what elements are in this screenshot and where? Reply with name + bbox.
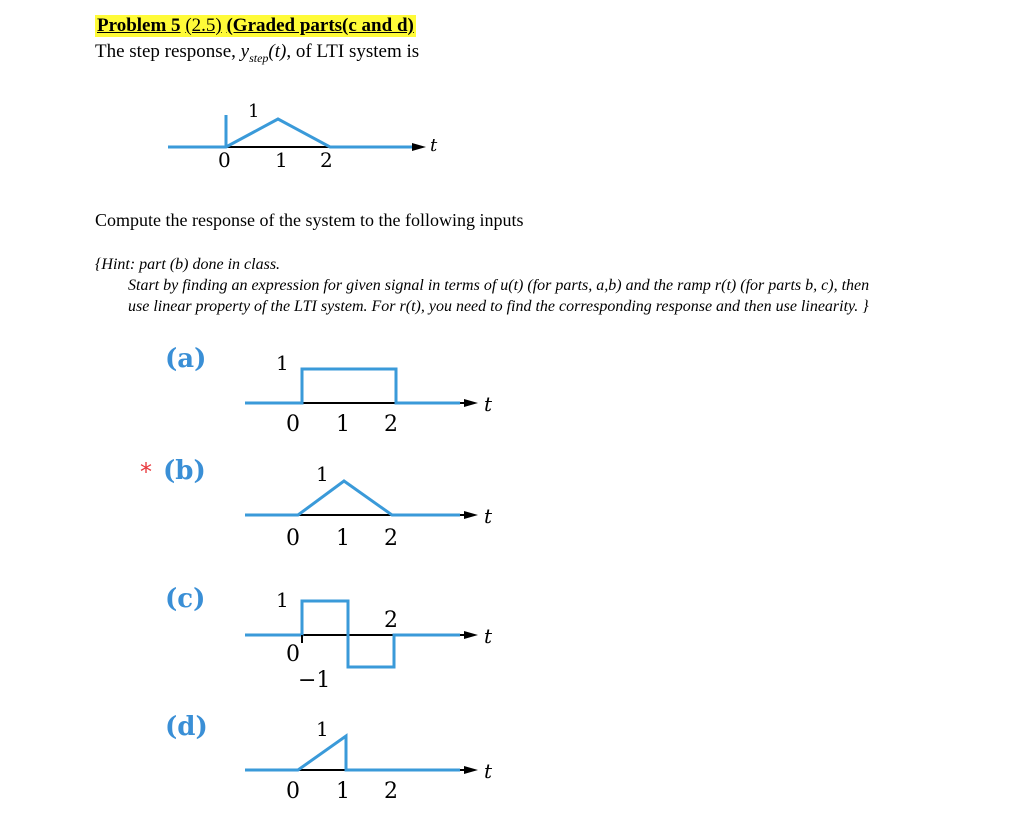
part-c-plot	[240, 585, 510, 695]
part-d-label: (d)	[165, 712, 208, 742]
step-response-curve	[168, 119, 412, 147]
part-c-neg: −1	[298, 668, 331, 693]
part-d-signal	[245, 736, 460, 770]
step-tick-0: 0	[218, 148, 231, 172]
graded-parts: (Graded parts(c and d)	[226, 15, 414, 36]
part-b-arrow	[464, 511, 478, 519]
part-d-plot	[240, 710, 510, 805]
part-b-star-icon: *	[140, 458, 152, 486]
part-b-amp: 1	[316, 462, 329, 486]
step-peak-label: 1	[248, 101, 260, 122]
part-c-arrow	[464, 631, 478, 639]
part-c-two: 2	[384, 608, 398, 633]
part-c-amp: 1	[276, 588, 289, 612]
part-a-tick-0: 0	[286, 412, 300, 437]
step-axis-arrow	[412, 143, 426, 151]
hint-line-3: use linear property of the LTI system. For r(t), you need to find the corresponding response and then use linearity. }	[128, 298, 869, 315]
compute-instruction: Compute the response of the system to the following inputs	[95, 210, 524, 230]
part-c-label: (c)	[165, 584, 206, 614]
part-a-tick-1: 1	[336, 412, 350, 437]
part-c-t-label: t	[484, 624, 493, 648]
part-b-signal	[245, 481, 460, 515]
part-d-tick-1: 1	[336, 779, 350, 804]
part-d-tick-0: 0	[286, 779, 300, 804]
part-b-tick-2: 2	[384, 526, 398, 550]
step-response-plot	[150, 95, 450, 180]
hint-line-1: {Hint: part (b) done in class.	[95, 256, 281, 273]
part-b-tick-1: 1	[336, 526, 350, 550]
step-tick-1: 1	[275, 148, 288, 172]
part-d-amp: 1	[316, 717, 329, 741]
hint-line-2: Start by finding an expression for given signal in terms of u(t) (for parts, a,b) and the ramp r(t) (for parts b, c), then	[128, 277, 870, 294]
part-b-t-label: t	[484, 504, 493, 528]
part-c-zero: 0	[286, 642, 300, 667]
step-t-label: t	[430, 135, 438, 156]
part-d-t-label: t	[484, 759, 493, 783]
part-a-t-label: t	[484, 392, 493, 416]
problem-title	[95, 15, 416, 37]
part-a-amp: 1	[276, 351, 289, 375]
problem-number: (2.5)	[185, 15, 222, 36]
problem-label: Problem 5	[97, 15, 181, 36]
problem-statement: The step response, $y_{step}(t)$, of LTI system is	[95, 41, 420, 65]
part-a-label: (a)	[165, 344, 207, 374]
part-b-label: (b)	[163, 456, 206, 486]
step-tick-2: 2	[320, 148, 333, 172]
part-d-tick-2: 2	[384, 779, 398, 804]
part-a-plot	[240, 345, 510, 440]
part-b-tick-0: 0	[286, 526, 300, 550]
part-d-arrow	[464, 766, 478, 774]
part-a-tick-2: 2	[384, 412, 398, 437]
part-b-plot	[240, 455, 510, 550]
part-a-arrow	[464, 399, 478, 407]
